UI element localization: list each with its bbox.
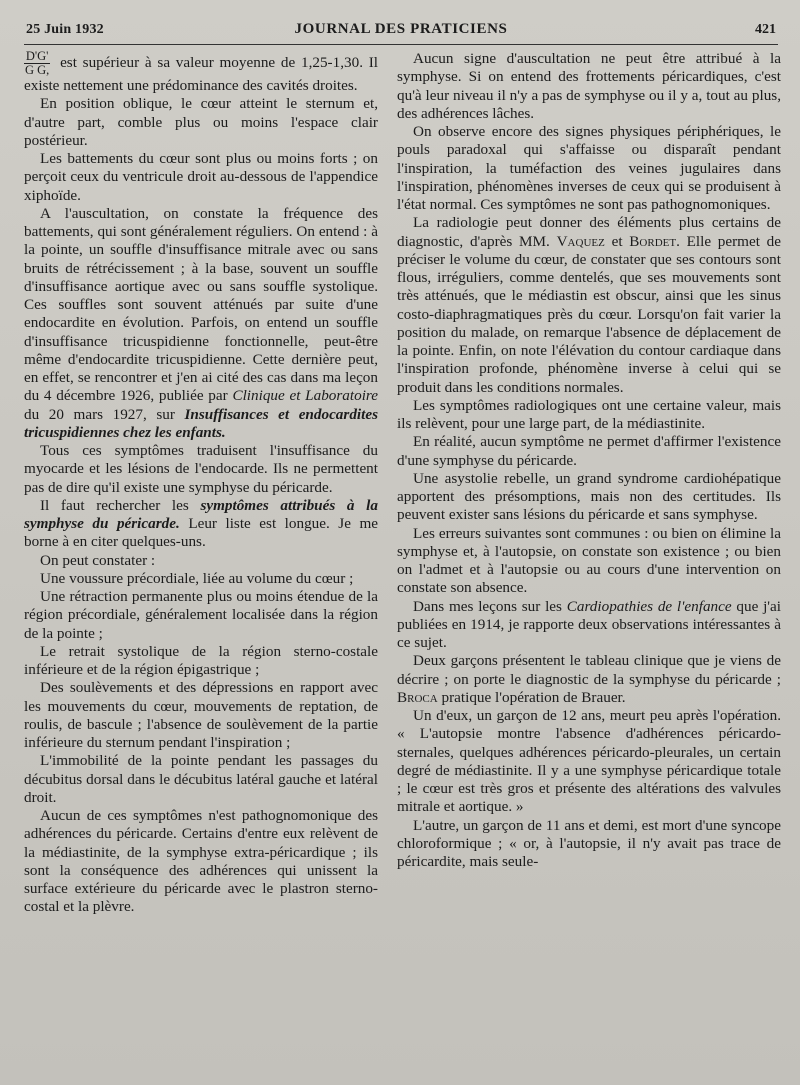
fraction [24, 50, 50, 77]
paragraph: Une asystolie rebelle, un grand syndrome cardiohépatique apportent des présomptions, mais non des certitudes. Ils peuvent exister sans lésions du péricarde et sans symphyse. [397, 469, 781, 524]
book-title: Cardiopathies de l'enfance [566, 597, 732, 615]
paragraph: En position oblique, le cœur atteint le sternum et, d'autre part, comble plus ou moins l'espace clair postérieur. [24, 95, 378, 149]
author-name: Broca [397, 688, 438, 706]
paragraph-text: et [611, 232, 623, 250]
paragraph [397, 214, 781, 397]
paragraph-text: A l'auscultation, on constate la fréquence des battements, qui sont généralement réguliers. On entend : à la pointe, un souffle d'insuffisance mitrale avec ou sans bruits de rétrécissement ; à la base, souvent un souffle d'insuffisance aortique avec ou sans souffle systolique. Ces souffles sont souvent atténués par suite d'une endocardite en évolution. Parfois, on entend un souffle d'insuffisance tricuspidienne fonctionnelle, peut-être même d'endocardite tricuspidienne. Cette dernière peut, en effet, se rencontrer et j'en ai cité des cas dans ma leçon du 4 décembre 1926, publiée par [24, 204, 378, 405]
paragraph: Aucun de ces symptômes n'est pathognomonique des adhérences du péricarde. Certains d'entre eux relèvent de la médiastinite, de la symphyse extra-péricardique ; ils sont la conséquence des adhérences qui unissent la surface extérieure du péricarde avec le plastron sterno-costal et la plèvre. [24, 807, 378, 916]
paragraph [24, 497, 378, 552]
paragraph: On observe encore des signes physiques périphériques, le pouls paradoxal qui s'affaisse ou disparaît pendant l'inspiration, la tuméfaction des veines jugulaires dans l'inspiration, phénomènes inverses de ceux qui se produisent à l'état normal. Ces symptômes ne sont pas pathognomoniques. [397, 123, 781, 213]
paragraph: Aucun signe d'auscultation ne peut être attribué à la symphyse. Si on entend des frottements péricardiques, c'est qu'à leur niveau il n'y a pas de symphyse ou il y a, tout au plus, des adhérences lâches. [397, 50, 781, 122]
list-item: Le retrait systolique de la région sterno-costale inférieure et de la région épigastrique ; [24, 642, 378, 678]
list-item: L'immobilité de la pointe pendant les passages du décubitus dorsal dans le décubitus latéral gauche et latéral droit. [24, 752, 378, 806]
fraction-numerator: D'G' [25, 49, 49, 63]
paragraph: Les battements du cœur sont plus ou moins forts ; on perçoit ceux du ventricule droit au-dessous de l'appendice xiphoïde. [24, 150, 378, 204]
article-title: Insuffisances et endocardites tricuspidiennes chez les enfants. [24, 405, 378, 441]
author-name: Vaquez [556, 232, 605, 250]
paragraph: Un d'eux, un garçon de 12 ans, meurt peu après l'opération. « L'autopsie montre l'absence d'adhérences péricardo-sternales, quelques adhérences péricardo-pleurales, un certain degré de médiastinite. Il y a une symphyse péricardique totale ; le cœur est très gros et présente des altérations des valvules mitrale et aortique. » [397, 707, 781, 816]
fraction-denominator: G G, [25, 63, 50, 77]
paragraph-text: pratique l'opération de Brauer. [441, 688, 626, 706]
paragraph: Tous ces symptômes traduisent l'insuffisance du myocarde et les lésions de l'endocarde. Ils ne permettent pas de dire qu'il existe une symphyse du péricarde. [24, 442, 378, 496]
list-item: Une rétraction permanente plus ou moins étendue de la région précordiale, généralement localisée dans la région de la pointe ; [24, 588, 378, 642]
paragraph: On peut constater : [40, 551, 156, 569]
header-date: 25 Juin 1932 [26, 22, 104, 37]
paragraph: L'autre, un garçon de 11 ans et demi, est mort d'une syncope chloroformique ; « or, à l'autopsie, il n'y avait pas trace de péricardite, mais seule- [397, 816, 781, 870]
paragraph-text: Il faut rechercher les [40, 496, 189, 514]
section-emphasis: symptômes attribués à la symphyse du péricarde. [24, 496, 378, 532]
paragraph-text: Leur liste est longue. Je me borne à en citer quelques-uns. [24, 515, 379, 551]
paragraph-text: que j'ai publiées en 1914, je rapporte deux observations intéressantes à ce sujet. [397, 597, 781, 651]
paragraph-text: Deux garçons présentent le tableau clinique que je viens de décrire ; on porte le diagnostic de la symphyse du péricarde ; [397, 652, 781, 688]
paragraph-text: du 20 mars 1927, sur [24, 405, 175, 423]
paragraph-text: est supérieur à sa valeur moyenne de 1,25-1,30. Il existe nettement une prédominance des cavités droites. [24, 53, 379, 94]
paragraph-text: La radiologie peut donner des éléments plus certains de diagnostic, d'après MM. [397, 214, 781, 250]
journal-title: JOURNAL DES PRATICIENS [294, 21, 508, 37]
paragraph: Les symptômes radiologiques ont une certaine valeur, mais ils relèvent, pour une large part, de la médiastinite. [397, 396, 781, 432]
paragraph [24, 50, 378, 95]
paragraph: Les erreurs suivantes sont communes : ou bien on élimine la symphyse et, à l'autopsie, on constate son existence ; ou bien on l'admet et à l'autopsie ou au cours d'une intervention on constate son absence. [397, 524, 781, 597]
journal-reference: Clinique et Laboratoire [232, 387, 379, 405]
paragraph [397, 652, 781, 707]
author-name: Bordet [629, 232, 677, 250]
right-column [397, 50, 781, 871]
running-header [24, 18, 778, 45]
list-item: Une voussure précordiale, liée au volume du cœur ; [40, 569, 354, 587]
paragraph-text: . Elle permet de préciser le volume du cœur, de constater que ses contours sont flous, irréguliers, comme dentelés, que ses mouvements sont très atténués, que le médiastin est obscur, ainsi que les sinus costo-diaphragmatiques près du cœur. Lorsqu'on fait varier la position du malade, on remarque l'absence de déplacement de la pointe. Enfin, on note l'élévation du contour cardiaque dans l'inspiration profonde, phénomène inverse à celui qui se produit dans les conditions normales. [397, 232, 782, 396]
paragraph [397, 598, 781, 653]
left-column [24, 50, 378, 917]
list-item: Des soulèvements et des dépressions en rapport avec les mouvements du cœur, mouvements de reptation, de roulis, de bascule ; l'absence de soulèvement de la partie inférieure du sternum pendant l'inspiration ; [24, 679, 378, 751]
paragraph [24, 205, 378, 442]
paragraph-text: Dans mes leçons sur les [413, 597, 562, 615]
paragraph: En réalité, aucun symptôme ne permet d'affirmer l'existence d'une symphyse du péricarde. [397, 433, 781, 469]
page-number: 421 [755, 22, 776, 37]
